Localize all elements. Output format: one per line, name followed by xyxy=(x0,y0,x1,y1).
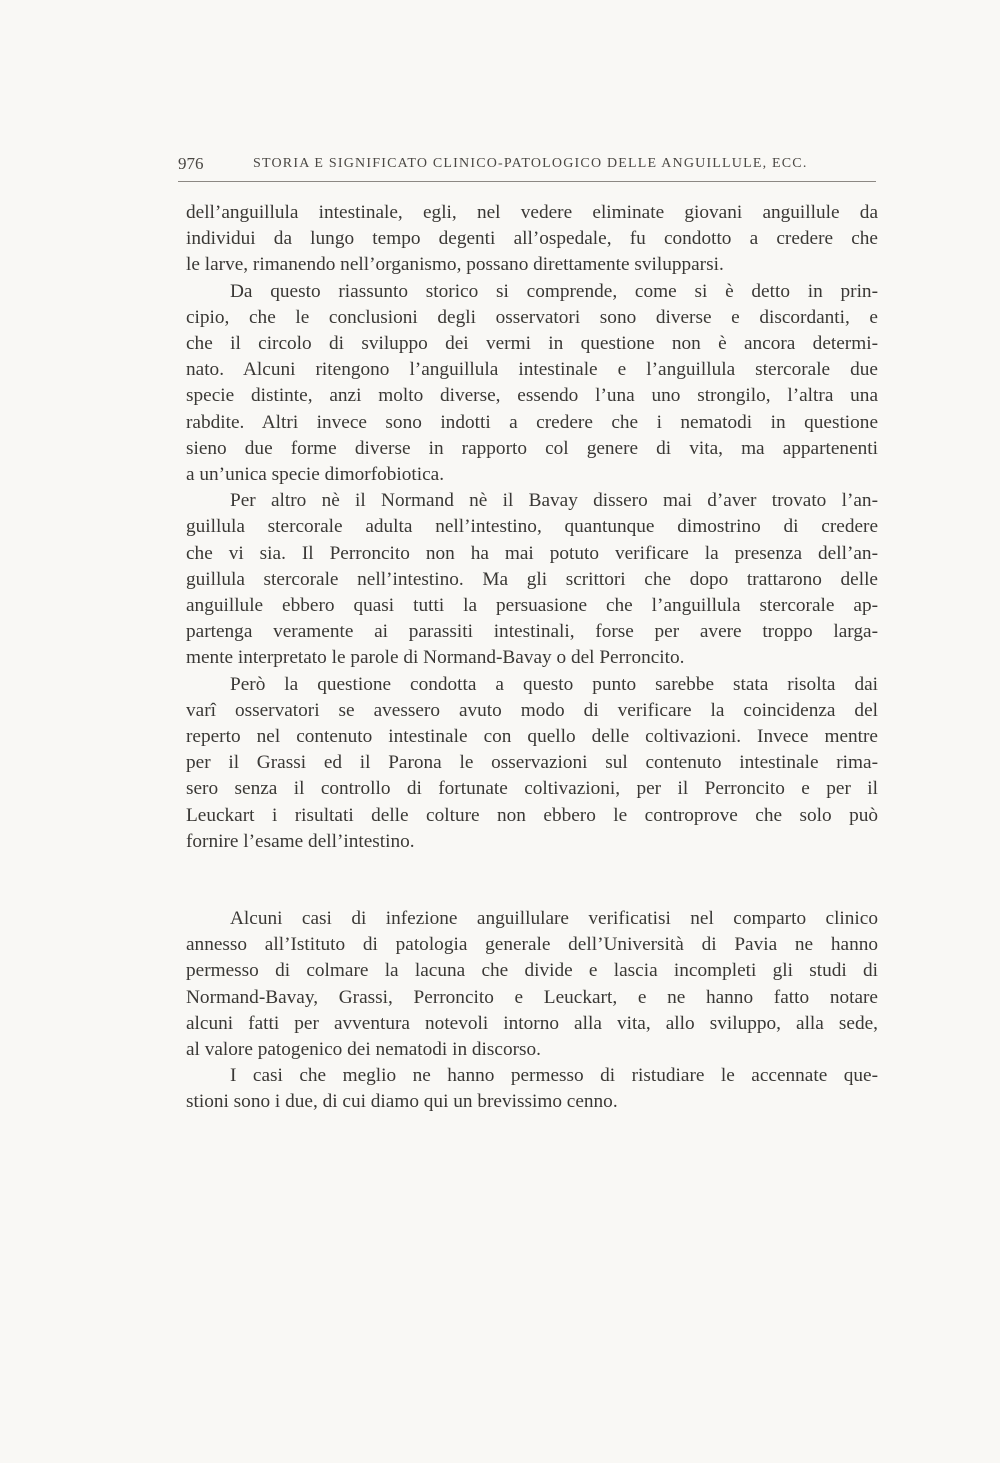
text-line: Però la questione condotta a questo punto sarebbe stata risolta dai xyxy=(230,673,878,695)
text-line: le larve, rimanendo nell’organismo, possano direttamente svilupparsi. xyxy=(186,254,724,276)
text-line: sieno due forme diverse in rapporto col genere di vita, ma appartenenti xyxy=(186,437,878,459)
text-line: sero senza il controllo di fortunate coltivazioni, per il Perroncito e per il xyxy=(186,778,878,800)
paragraph xyxy=(186,200,878,279)
text-line: cipio, che le conclusioni degli osservatori sono diverse e discordanti, e xyxy=(186,306,878,328)
text-line: che vi sia. Il Perroncito non ha mai potuto verificare la presenza dell’an- xyxy=(186,542,878,564)
text-line: Alcuni casi di infezione anguillulare verificatisi nel comparto clinico xyxy=(230,908,878,929)
running-head xyxy=(178,154,876,176)
body-text-section-two xyxy=(186,906,878,1116)
page-number: 976 xyxy=(178,154,204,173)
text-line: specie distinte, anzi molto diverse, essendo l’una uno strongilo, l’altra una xyxy=(186,385,878,407)
text-line: Normand-Bavay, Grassi, Perroncito e Leuckart, e ne hanno fatto notare xyxy=(186,986,878,1008)
text-line: I casi che meglio ne hanno permesso di ristudiare le accennate que- xyxy=(230,1065,878,1087)
paragraph xyxy=(186,488,878,671)
text-line: che il circolo di sviluppo dei vermi in questione non è ancora determi- xyxy=(186,333,878,355)
text-line: individui da lungo tempo degenti all’ospedale, fu condotto a credere che xyxy=(186,228,878,250)
paragraph xyxy=(186,672,878,855)
text-line: Per altro nè il Normand nè il Bavay dissero mai d’aver trovato l’an- xyxy=(230,490,878,512)
paragraph xyxy=(186,906,878,1063)
text-line: varî osservatori se avessero avuto modo di verificare la coincidenza del xyxy=(186,699,878,721)
text-line: permesso di colmare la lacuna che divide e lascia incompleti gli studi di xyxy=(186,960,878,982)
text-line: guillula stercorale adulta nell’intestino, quantunque dimostrino di credere xyxy=(186,516,878,538)
text-line: anguillule ebbero quasi tutti la persuasione che l’anguillula stercorale ap- xyxy=(186,595,878,617)
paragraph xyxy=(186,279,878,489)
text-line: rabdite. Altri invece sono indotti a credere che i nematodi in questione xyxy=(186,411,878,433)
text-line: al valore patogenico dei nematodi in discorso. xyxy=(186,1039,541,1061)
text-line: Leuckart i risultati delle colture non ebbero le controprove che solo può xyxy=(186,804,878,826)
text-line: fornire l’esame dell’intestino. xyxy=(186,830,415,852)
text-line: stioni sono i due, di cui diamo qui un brevissimo cenno. xyxy=(186,1091,618,1113)
body-text-section-one xyxy=(186,200,878,855)
text-line: guillula stercorale nell’intestino. Ma gli scrittori che dopo trattarono delle xyxy=(186,568,878,590)
header-rule xyxy=(178,181,876,182)
text-line: a un’unica specie dimorfobiotica. xyxy=(186,464,445,486)
text-line: per il Grassi ed il Parona le osservazioni sul contenuto intestinale rima- xyxy=(186,752,878,774)
text-line: reperto nel contenuto intestinale con quello delle coltivazioni. Invece mentre xyxy=(186,726,878,748)
text-line: dell’anguillula intestinale, egli, nel vedere eliminate giovani anguillule da xyxy=(186,202,878,223)
text-line: nato. Alcuni ritengono l’anguillula intestinale e l’anguillula stercorale due xyxy=(186,359,878,381)
text-line: annesso all’Istituto di patologia generale dell’Università di Pavia ne hanno xyxy=(186,934,878,956)
paragraph xyxy=(186,1063,878,1115)
text-line: mente interpretato le parole di Normand-Bavay o del Perroncito. xyxy=(186,647,685,669)
text-line: Da questo riassunto storico si comprende, come si è detto in prin- xyxy=(230,280,878,302)
running-title: STORIA E SIGNIFICATO CLINICO-PATOLOGICO DELLE ANGUILLULE, ECC. xyxy=(253,156,808,171)
text-line: partenga veramente ai parassiti intestinali, forse per avere troppo larga- xyxy=(186,621,878,643)
text-line: alcuni fatti per avventura notevoli intorno alla vita, allo sviluppo, alla sede, xyxy=(186,1012,878,1034)
